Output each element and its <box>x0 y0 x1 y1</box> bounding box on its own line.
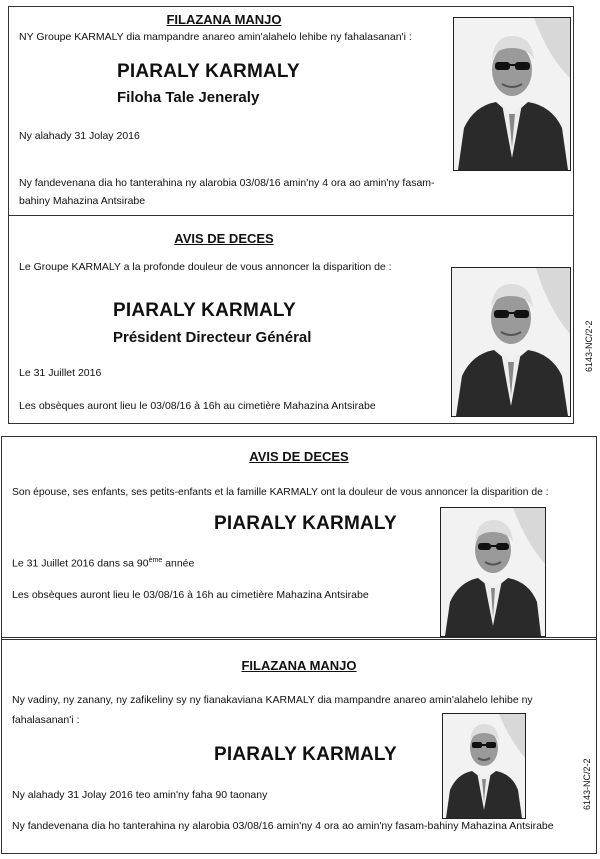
date-suffix: année <box>162 557 195 570</box>
top-section-avis <box>9 216 573 424</box>
section-divider <box>2 637 596 640</box>
portrait-photo <box>451 267 571 417</box>
deceased-name: PIARALY KARMALY <box>117 61 300 82</box>
intro-text: NY Groupe KARMALY dia mampandre anareo amin'alahelo lehibe ny fahalasanan'i : <box>19 31 412 43</box>
top-notice-box <box>8 6 574 424</box>
deceased-name: PIARALY KARMALY <box>113 300 296 321</box>
death-date: Ny alahady 31 Jolay 2016 <box>19 130 140 142</box>
portrait-photo <box>440 507 546 637</box>
section-title: FILAZANA MANJO <box>166 12 282 27</box>
date-prefix: Le 31 Juillet 2016 dans sa 90 <box>12 557 149 570</box>
top-section-filazana <box>9 7 573 214</box>
intro-text: Le Groupe KARMALY a la profonde douleur de vous annoncer la disparition de : <box>19 261 392 273</box>
portrait-photo <box>453 17 571 171</box>
bottom-section-filazana <box>2 642 596 852</box>
funeral-info: Les obsèques auront lieu le 03/08/16 à 16h au cimetière Mahazina Antsirabe <box>19 400 376 412</box>
funeral-info: Ny fandevenana dia ho tanterahina ny alarobia 03/08/16 amin'ny 4 ora ao amin'ny fasam-bahiny Mahazina Antsirabe <box>19 177 435 207</box>
reference-code: 6143-NC/2-2 <box>582 758 592 810</box>
funeral-info: Les obsèques auront lieu le 03/08/16 à 16h au cimetière Mahazina Antsirabe <box>12 589 369 601</box>
intro-text: Ny vadiny, ny zanany, ny zafikeliny sy ny fianakaviana KARMALY dia mampandre anareo amin'alahelo lehibe ny fahalasanan'i : <box>12 694 533 726</box>
portrait-photo <box>442 713 526 819</box>
date-superscript: ème <box>148 557 163 564</box>
death-date: Ny alahady 31 Jolay 2016 teo amin'ny faha 90 taonany <box>12 789 268 801</box>
deceased-name: PIARALY KARMALY <box>214 513 397 534</box>
section-title: AVIS DE DECES <box>174 231 274 246</box>
bottom-notice-box <box>1 436 597 854</box>
portrait-icon <box>443 714 525 818</box>
portrait-icon <box>441 508 545 636</box>
deceased-role: Président Directeur Général <box>113 329 312 346</box>
deceased-name: PIARALY KARMALY <box>214 744 397 765</box>
death-date <box>12 557 194 570</box>
intro-text: Son épouse, ses enfants, ses petits-enfants et la famille KARMALY ont la douleur de vous annoncer la disparition de : <box>12 487 549 498</box>
bottom-section-avis <box>2 437 596 637</box>
portrait-icon <box>454 18 570 170</box>
portrait-icon <box>452 268 570 416</box>
death-date: Le 31 Juillet 2016 <box>19 367 102 379</box>
funeral-info: Ny fandevenana dia ho tanterahina ny alarobia 03/08/16 amin'ny 4 ora ao amin'ny fasam-bahiny Mahazina Antsirabe <box>12 820 554 832</box>
section-title: AVIS DE DECES <box>249 449 349 464</box>
reference-code: 6143-NC/2-2 <box>584 320 594 372</box>
deceased-role: Filoha Tale Jeneraly <box>117 89 260 106</box>
section-title: FILAZANA MANJO <box>241 658 357 673</box>
